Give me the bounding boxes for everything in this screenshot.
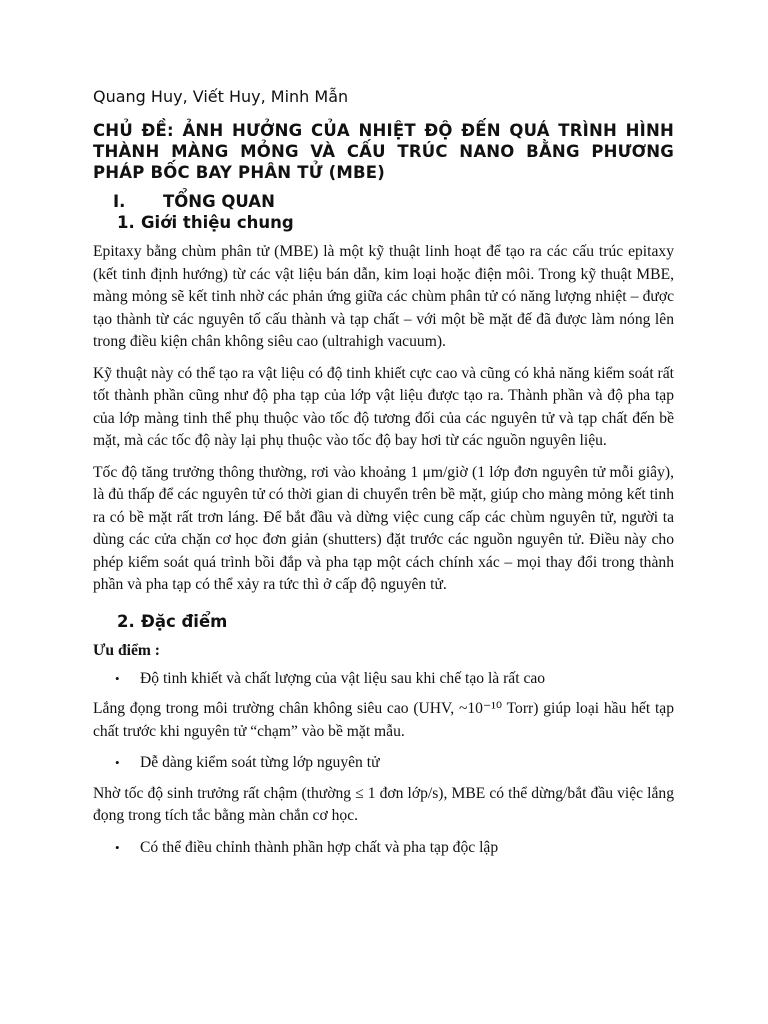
subsection-heading-2: [93, 611, 674, 632]
bullet-icon: •: [115, 670, 120, 686]
bullet-text: Có thể điều chỉnh thành phần hợp chất và pha tạp độc lập: [140, 838, 499, 856]
subsection-title: Giới thiệu chung: [141, 213, 294, 232]
section-heading-1: [93, 191, 674, 212]
section-number: I.: [113, 192, 126, 211]
bullet-icon: •: [115, 755, 120, 770]
list-item: [93, 837, 674, 860]
advantage-explanation-2: Nhờ tốc độ sinh trưởng rất chậm (thường ≤ 1 đơn lớp/s), MBE có thể dừng/bắt đầu việc lắng đọng trong tích tắc bằng màn chắn cơ học.: [93, 784, 674, 824]
section-title: TỔNG QUAN: [163, 192, 275, 211]
bullet-text: Dễ dàng kiểm soát từng lớp nguyên tử: [140, 754, 380, 771]
paragraph-intro-3: Tốc độ tăng trưởng thông thường, rơi vào khoảng 1 μm/giờ (1 lớp đơn nguyên tử mỗi giây), là đủ thấp để các nguyên tử có thời gian di chuyển trên bề mặt, giúp cho màng mỏng kết tinh ra có bề mặt rất trơn láng. Để bắt đầu và dừng việc cung cấp các chùm nguyên tử, người ta dùng các cửa chặn cơ học đơn giản (shutters) đặt trước các nguồn nguyên tử. Điều này cho phép kiểm soát quá trình bồi đắp và pha tạp một cách chính xác – mọi thay đổi trong thành phần và pha tạp có thể xảy ra tức thì ở cấp độ nguyên tử.: [93, 463, 674, 593]
document-title: CHỦ ĐỀ: ẢNH HƯỞNG CỦA NHIỆT ĐỘ ĐẾN QUÁ TRÌNH HÌNH THÀNH MÀNG MỎNG VÀ CẤU TRÚC NANO BẰNG PHƯƠNG PHÁP BỐC BAY PHÂN TỬ (MBE): [93, 121, 674, 182]
paragraph-intro-1: Epitaxy bằng chùm phân tử (MBE) là một kỹ thuật linh hoạt để tạo ra các cấu trúc epitaxy (kết tinh định hướng) từ các vật liệu bán dẫn, kim loại hoặc điện môi. Trong kỹ thuật MBE, màng mỏng sẽ kết tinh nhờ các phản ứng giữa các chùm phân tử có năng lượng nhiệt – được tạo thành từ các nguyên tố cấu thành và tạp chất – với một bề mặt đế đã được làm nóng lên trong điều kiện chân không siêu cao (ultrahigh vacuum).: [93, 243, 674, 350]
paragraph-intro-2: Kỹ thuật này có thể tạo ra vật liệu có độ tinh khiết cực cao và cũng có khả năng kiểm soát rất tốt thành phần cũng như độ pha tạp của lớp vật liệu được tạo ra. Thành phần và độ pha tạp của lớp màng tinh thể phụ thuộc vào tốc độ tương đối của các nguyên tử và tạp chất đến bề mặt, mà các tốc độ này lại phụ thuộc vào tốc độ bay hơi từ các nguồn nguyên liệu.: [93, 364, 674, 449]
advantage-list-2: [93, 752, 674, 775]
subsection-heading-1: [93, 212, 674, 233]
subsection-number: 2.: [117, 611, 135, 631]
bullet-icon: •: [115, 839, 120, 855]
advantage-list-1: [93, 668, 674, 691]
list-item: [93, 668, 674, 691]
bullet-text: Độ tinh khiết và chất lượng của vật liệu sau khi chế tạo là rất cao: [140, 669, 546, 687]
advantages-label: Ưu điểm :: [93, 641, 160, 659]
document-content: [93, 86, 674, 867]
advantage-explanation-1: Lắng đọng trong môi trường chân không siêu cao (UHV, ~10⁻¹⁰ Torr) giúp loại hầu hết tạp chất trước khi nguyên tử “chạm” vào bề mặt mẫu.: [93, 700, 674, 740]
subsection-number: 1.: [117, 213, 135, 232]
subsection-title: Đặc điểm: [141, 611, 228, 631]
authors-line: Quang Huy, Viết Huy, Minh Mẫn: [93, 87, 349, 106]
list-item: [93, 752, 674, 775]
advantage-list-3: [93, 837, 674, 860]
